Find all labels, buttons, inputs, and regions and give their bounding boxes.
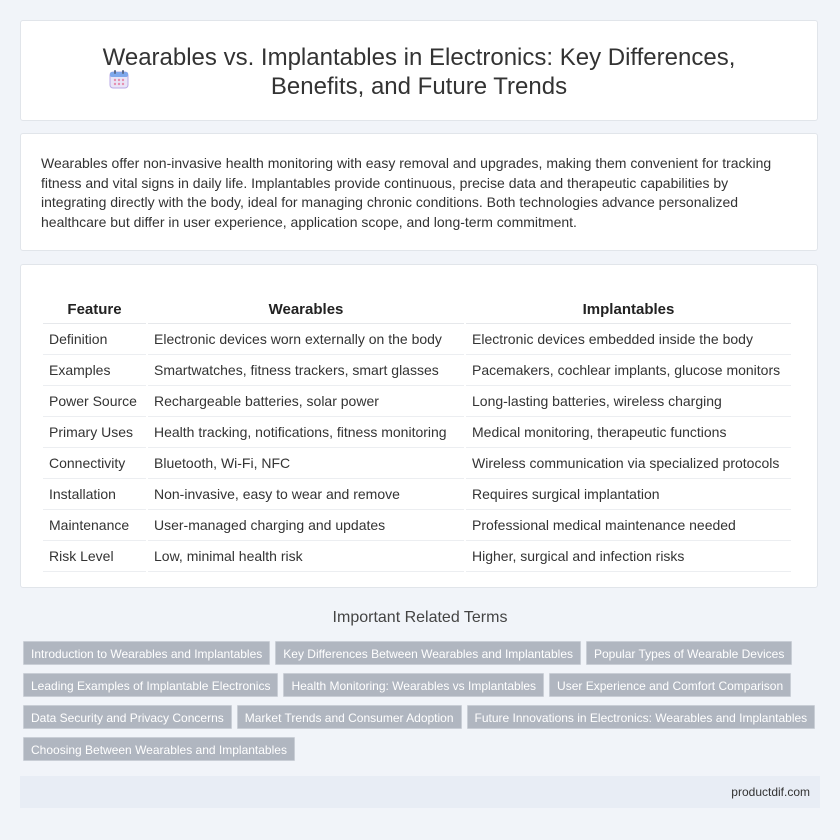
related-term-link[interactable]: Popular Types of Wearable Devices: [586, 641, 792, 665]
table-row: [43, 541, 791, 572]
related-term-link[interactable]: Choosing Between Wearables and Implantables: [23, 737, 295, 761]
table-cell: Low, minimal health risk: [148, 541, 464, 572]
table-cell: Electronic devices embedded inside the body: [466, 324, 791, 355]
related-term-link[interactable]: Leading Examples of Implantable Electronics: [23, 673, 278, 697]
table-cell: Electronic devices worn externally on the body: [148, 324, 464, 355]
footer-site-link[interactable]: productdif.com: [731, 785, 810, 799]
table-cell: Professional medical maintenance needed: [466, 510, 791, 541]
table-cell: Medical monitoring, therapeutic functions: [466, 417, 791, 448]
summary-text: Wearables offer non-invasive health monitoring with easy removal and upgrades, making them convenient for tracking fitness and vital signs in daily life. Implantables provide continuous, precise data and therapeutic capabilities by integrating directly with the body, ideal for managing chronic conditions. Both technologies advance personalized healthcare but differ in user experience, application scope, and long-term commitment.: [41, 155, 772, 230]
header-implantables: Implantables: [466, 295, 791, 324]
table-row: [43, 479, 791, 510]
table-cell: Connectivity: [43, 448, 146, 479]
table-cell: Definition: [43, 324, 146, 355]
header-card: [20, 20, 818, 121]
page-title: [21, 43, 817, 101]
table-cell: Smartwatches, fitness trackers, smart glasses: [148, 355, 464, 386]
comparison-card: [20, 264, 818, 588]
related-term-link[interactable]: User Experience and Comfort Comparison: [549, 673, 791, 697]
table-cell: Non-invasive, easy to wear and remove: [148, 479, 464, 510]
table-row: [43, 324, 791, 355]
related-term-link[interactable]: Key Differences Between Wearables and Implantables: [275, 641, 581, 665]
table-cell: Pacemakers, cochlear implants, glucose monitors: [466, 355, 791, 386]
header-wearables: Wearables: [148, 295, 464, 324]
table-cell: Risk Level: [43, 541, 146, 572]
comparison-table: [41, 295, 793, 572]
related-term-link[interactable]: Data Security and Privacy Concerns: [23, 705, 232, 729]
table-cell: Maintenance: [43, 510, 146, 541]
table-cell: Health tracking, notifications, fitness monitoring: [148, 417, 464, 448]
table-cell: Requires surgical implantation: [466, 479, 791, 510]
table-row: [43, 510, 791, 541]
table-cell: Rechargeable batteries, solar power: [148, 386, 464, 417]
table-cell: Power Source: [43, 386, 146, 417]
related-term-link[interactable]: Health Monitoring: Wearables vs Implantables: [283, 673, 544, 697]
table-cell: Primary Uses: [43, 417, 146, 448]
related-terms-title: Important Related Terms: [332, 609, 508, 626]
table-row: [43, 386, 791, 417]
table-cell: Higher, surgical and infection risks: [466, 541, 791, 572]
page-title-line1: Wearables vs. Implantables in Electronics: Key Differences,: [102, 44, 736, 71]
table-row: [43, 448, 791, 479]
table-row: [43, 355, 791, 386]
related-term-link[interactable]: Future Innovations in Electronics: Wearables and Implantables: [467, 705, 816, 729]
page-title-line2: Benefits, and Future Trends: [270, 73, 568, 100]
summary-card: [20, 133, 818, 251]
table-header-row: [43, 295, 791, 324]
header-feature: Feature: [43, 295, 146, 324]
related-term-link[interactable]: Market Trends and Consumer Adoption: [237, 705, 462, 729]
table-cell: Installation: [43, 479, 146, 510]
table-cell: Wireless communication via specialized protocols: [466, 448, 791, 479]
related-term-link[interactable]: Introduction to Wearables and Implantables: [23, 641, 270, 665]
table-cell: Long-lasting batteries, wireless charging: [466, 386, 791, 417]
table-cell: Examples: [43, 355, 146, 386]
table-row: [43, 417, 791, 448]
footer: [20, 776, 820, 808]
related-terms-list: [23, 641, 823, 769]
table-cell: Bluetooth, Wi-Fi, NFC: [148, 448, 464, 479]
table-cell: User-managed charging and updates: [148, 510, 464, 541]
